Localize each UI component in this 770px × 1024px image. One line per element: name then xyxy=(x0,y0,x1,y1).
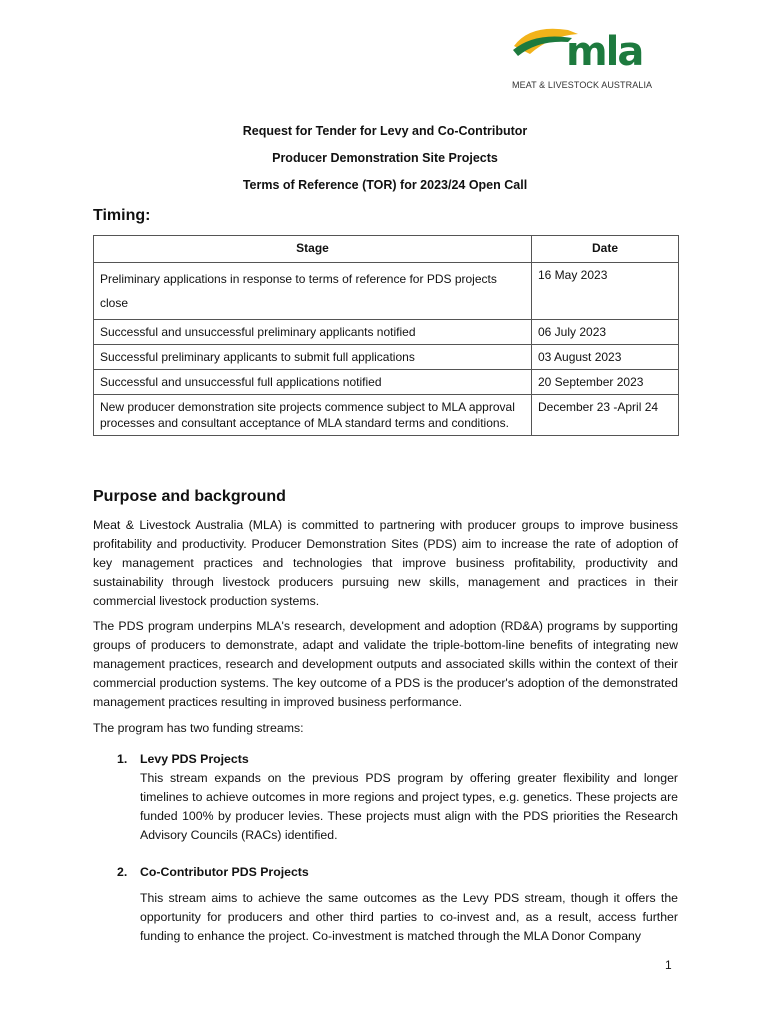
purpose-paragraph-1: Meat & Livestock Australia (MLA) is committed to partnering with producer groups to improve business profitability and productivity. Producer Demonstration Sites (PDS) aim to increase the rate of adoption of key management practices and technologies that improve business profitability, productivity and sustainability through livestock producers pursuing new skills, management and practices in their commercial livestock production systems. xyxy=(93,518,678,608)
stage-cell: Preliminary applications in response to terms of reference for PDS projects close xyxy=(94,263,532,320)
timing-table xyxy=(93,235,679,436)
column-header-stage: Stage xyxy=(94,236,532,263)
purpose-paragraph-3: The program has two funding streams: xyxy=(93,721,304,735)
timing-heading: Timing: xyxy=(93,207,151,224)
date-cell: 03 August 2023 xyxy=(532,345,679,370)
date-cell: December 23 -April 24 xyxy=(532,395,679,436)
table-row xyxy=(94,370,679,395)
stage-cell: Successful and unsuccessful preliminary applicants notified xyxy=(94,320,532,345)
table-header-row xyxy=(94,236,679,263)
date-cell: 06 July 2023 xyxy=(532,320,679,345)
document-title-line-2: Producer Demonstration Site Projects xyxy=(272,151,498,165)
list-item-title: Levy PDS Projects xyxy=(140,752,249,766)
date-cell: 20 September 2023 xyxy=(532,370,679,395)
purpose-heading: Purpose and background xyxy=(93,488,286,505)
table-row xyxy=(94,395,679,436)
document-title-line-3: Terms of Reference (TOR) for 2023/24 Open Call xyxy=(242,178,528,192)
column-header-date: Date xyxy=(532,236,679,263)
table-row xyxy=(94,320,679,345)
table-row xyxy=(94,263,679,320)
date-cell: 16 May 2023 xyxy=(532,263,679,320)
logo-wordmark: mla xyxy=(566,29,643,75)
list-item-title: Co-Contributor PDS Projects xyxy=(140,865,309,879)
stage-cell: New producer demonstration site projects commence subject to MLA approval processes and consultant acceptance of MLA standard terms and conditions. xyxy=(94,395,532,436)
logo-subtitle: MEAT & LIVESTOCK AUSTRALIA xyxy=(512,80,653,90)
list-item-text: This stream aims to achieve the same outcomes as the Levy PDS stream, though it offers the opportunity for producers and other third parties to co-invest and, as a result, access further funding to enhance the project. Co-investment is matched through the MLA Donor Company xyxy=(140,891,678,943)
document-title-line-1: Request for Tender for Levy and Co-Contributor xyxy=(242,124,528,138)
stage-cell: Successful and unsuccessful full applications notified xyxy=(94,370,532,395)
list-item-number: 2. xyxy=(117,865,128,879)
purpose-paragraph-2: The PDS program underpins MLA's research, development and adoption (RD&A) programs by supporting groups of producers to demonstrate, adapt and validate the triple-bottom-line benefits of integrating new management practices, research and development outputs and associated skills within the context of their commercial production systems. The key outcome of a PDS is the producer's adoption of the demonstrated management practices resulting in improved business performance. xyxy=(93,619,678,709)
table-row xyxy=(94,345,679,370)
page-number: 1 xyxy=(665,958,672,972)
mla-logo xyxy=(510,20,680,95)
list-item-text: This stream expands on the previous PDS program by offering greater flexibility and longer timelines to achieve outcomes in more regions and project types, e.g. genetics. These projects are funded 100% by producer levies. These projects must align with the PDS priorities the Research Advisory Councils (RACs) identified. xyxy=(140,771,678,842)
list-item-number: 1. xyxy=(117,752,128,766)
stage-cell: Successful preliminary applicants to submit full applications xyxy=(94,345,532,370)
